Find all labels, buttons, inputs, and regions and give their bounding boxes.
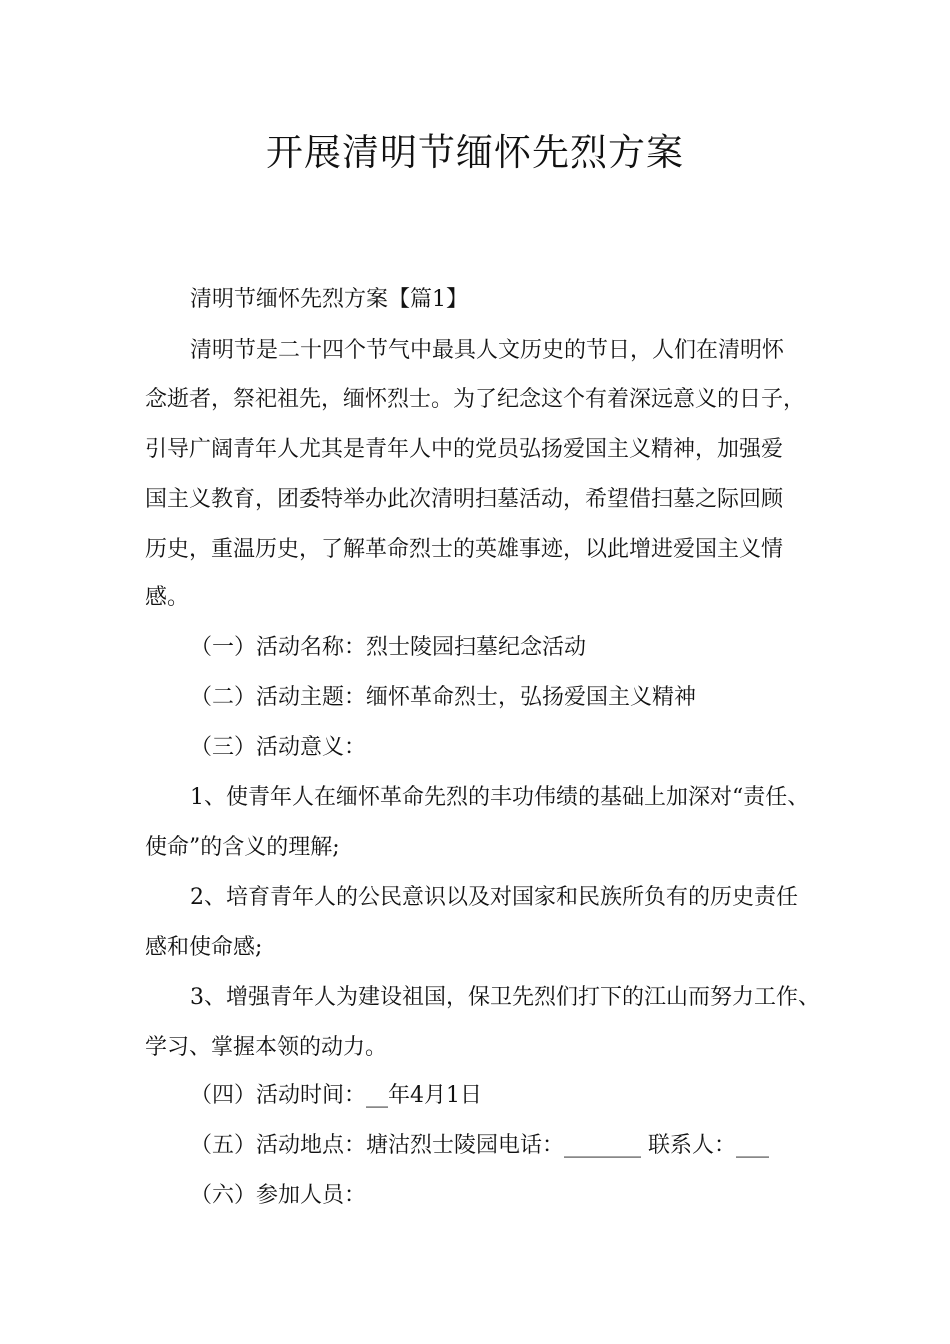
paragraph-line: 国主义教育，团委特举办此次清明扫墓活动，希望借扫墓之际回顾 <box>145 487 784 512</box>
paragraph-line: 念逝者，祭祀祖先，缅怀烈士。为了纪念这个有着深远意义的日子， <box>145 387 806 412</box>
paragraph-line: 清明节是二十四个节气中最具人文历史的节日，人们在清明怀 <box>190 338 785 363</box>
list-item: （一）活动名称：烈士陵园扫墓纪念活动 <box>190 635 587 660</box>
list-item: （六）参加人员： <box>190 1183 367 1208</box>
list-item: （三）活动意义： <box>190 735 367 760</box>
paragraph-line: 2、培育青年人的公民意识以及对国家和民族所负有的历史责任 <box>190 885 798 910</box>
paragraph-line: 历史，重温历史，了解革命烈士的英雄事迹，以此增进爱国主义情 <box>145 537 784 562</box>
paragraph-line: 感和使命感; <box>145 935 263 960</box>
paragraph-line: 学习、掌握本领的动力。 <box>145 1035 388 1060</box>
section-heading: 清明节缅怀先烈方案【篇1】 <box>190 287 468 312</box>
list-item: （五）活动地点：塘沽烈士陵园电话：_______ 联系人：___ <box>190 1133 769 1158</box>
list-item: （四）活动时间：__年4月1日 <box>190 1083 482 1108</box>
paragraph-line: 感。 <box>145 585 190 610</box>
paragraph-line: 使命”的含义的理解; <box>145 835 340 860</box>
document-title: 开展清明节缅怀先烈方案 <box>266 131 684 174</box>
list-item: （二）活动主题：缅怀革命烈士，弘扬爱国主义精神 <box>190 685 697 710</box>
paragraph-line: 1、使青年人在缅怀革命先烈的丰功伟绩的基础上加深对“责任、 <box>190 785 810 810</box>
paragraph-line: 3、增强青年人为建设祖国，保卫先烈们打下的江山而努力工作、 <box>190 985 820 1010</box>
paragraph-line: 引导广阔青年人尤其是青年人中的党员弘扬爱国主义精神，加强爱 <box>145 437 784 462</box>
